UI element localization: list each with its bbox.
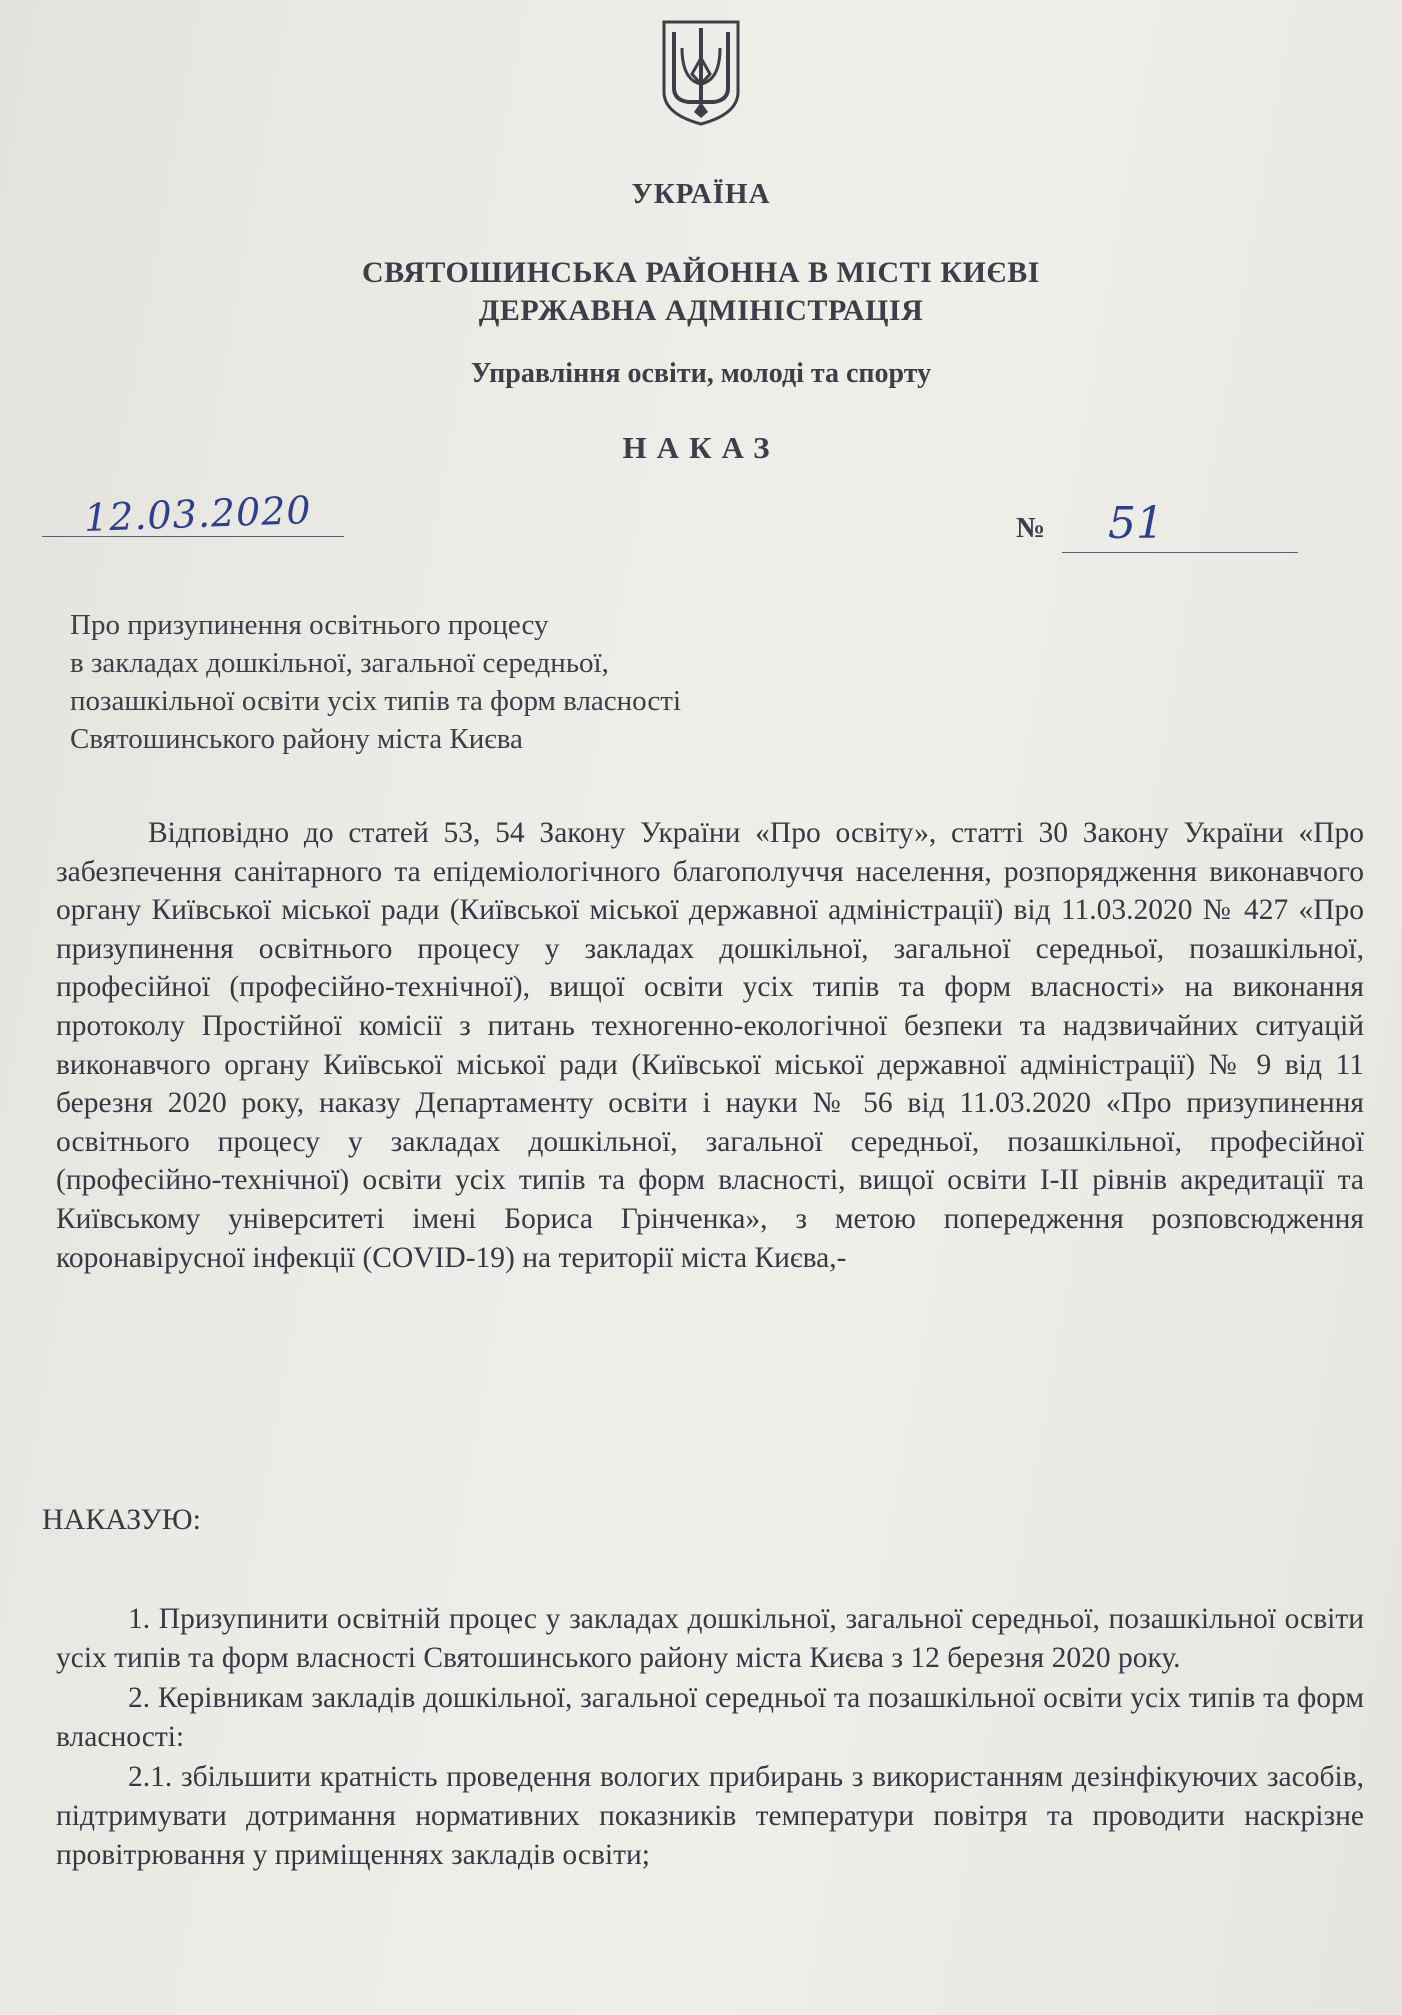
preamble-paragraph: Відповідно до статей 53, 54 Закону України «Про освіту», статті 30 Закону України «Про забезпечення санітарного та епідеміологічного благополуччя населення, розпорядження виконавчого органу Київської міської ради (Київської міської державної адміністрації) від 11.03.2020 № 427 «Про призупинення освітнього процесу у закладах дошкільної, загальної середньої, позашкільної, професійної (професійно-технічної), вищої освіти усіх типів та форм власності» на виконання протоколу Простійної комісії з питань техногенно-екологічної безпеки та надзвичайних ситуацій виконавчого органу Київської міської ради (Київської міської державної адміністрації) № 9 від 11 березня 2020 року, наказу Департаменту освіти і науки № 56 від 11.03.2020 «Про призупинення освітнього процесу у закладах дошкільної, загальної середньої, позашкільної, професійної (професійно-технічної) освіти усіх типів та форм власності, вищої освіти І-ІІ рівнів акредитації та Київському університеті імені Бориса Грінченка», з метою попередження розповсюдження коронавірусної інфекції (COVID-19) на території міста Києва,- (56, 817, 1364, 1274)
order-number: 51 (1108, 498, 1164, 549)
order-item: 2. Керівникам закладів дошкільної, загальної середньої та позашкільної освіти усіх типів та форм власності: (56, 1682, 1364, 1753)
department-name: Управління освіти, молоді та спорту (470, 358, 932, 389)
ordering-word: НАКАЗУЮ: (42, 1503, 201, 1536)
order-subject (70, 606, 681, 758)
administration-title-line2: ДЕРЖАВНА АДМІНІСТРАЦІЯ (478, 294, 924, 327)
order-item: 1. Призупинити освітній процес у закладах дошкільної, загальної середньої, позашкільної освіти усіх типів та форм власності Святошинського району міста Києва з 12 березня 2020 року. (56, 1603, 1364, 1674)
subject-line: позашкільної освіти усіх типів та форм власності (70, 685, 681, 717)
trident-emblem-icon (660, 18, 742, 126)
order-date: 12.03.2020 (83, 488, 313, 540)
order-items (56, 1600, 1364, 1876)
country-title: УКРАЇНА (631, 178, 771, 210)
subject-line: Про призупинення освітнього процесу (70, 609, 549, 641)
administration-title-line1: СВЯТОШИНСЬКА РАЙОННА В МІСТІ КИЄВІ (362, 256, 1040, 289)
number-label: № (1016, 512, 1046, 544)
order-item: 2.1. збільшити кратність проведення вологих прибирань з використанням дезінфікуючих засобів, підтримувати дотримання нормативних показників температури повітря та проводити наскрізне провітрювання у приміщеннях закладів освіти; (56, 1761, 1364, 1871)
number-underline (1062, 552, 1298, 553)
subject-line: в закладах дошкільної, загальної середньої, (70, 647, 609, 679)
date-underline (42, 536, 344, 537)
subject-line: Святошинського району міста Києва (70, 723, 523, 755)
document-type: НАКАЗ (622, 430, 780, 465)
